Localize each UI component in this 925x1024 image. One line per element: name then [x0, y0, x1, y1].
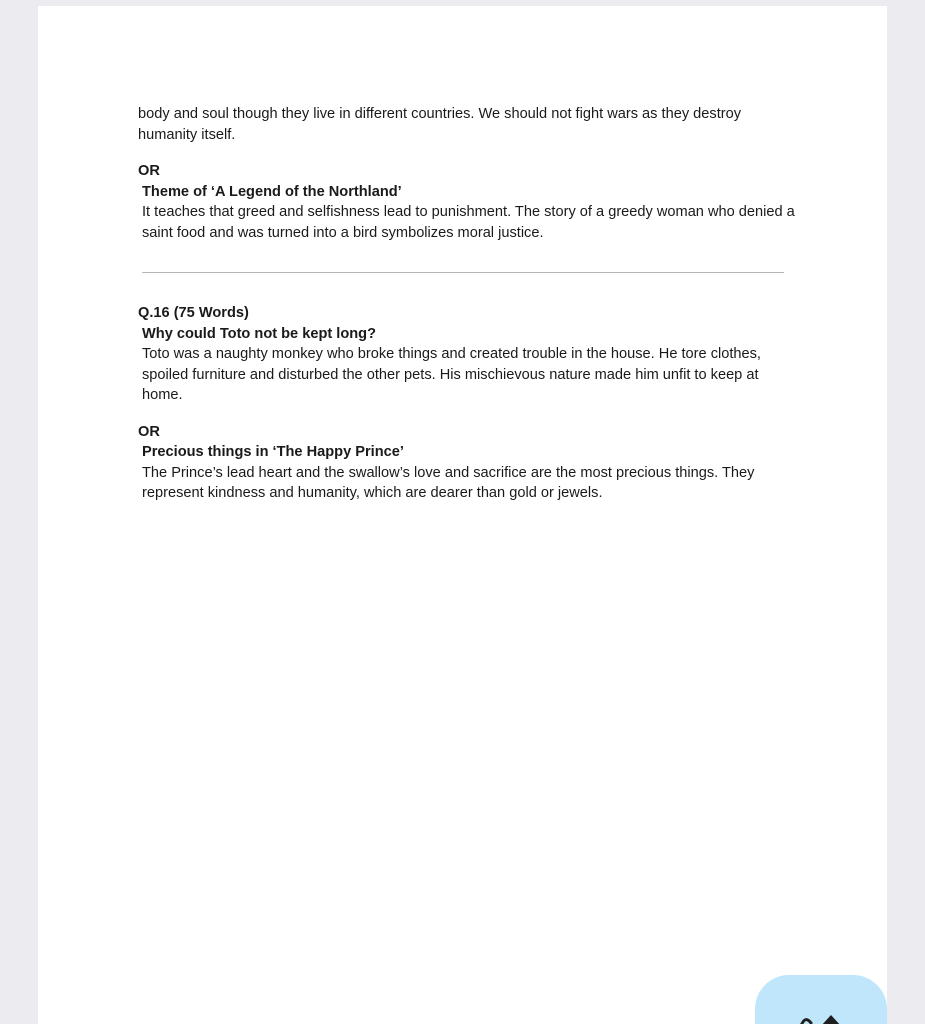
document-page — [38, 6, 887, 1024]
question-heading: Why could Toto not be kept long? — [142, 325, 377, 342]
horizontal-divider — [142, 272, 784, 273]
or-label: OR — [138, 163, 160, 179]
section-heading: Precious things in ‘The Happy Prince’ — [142, 444, 404, 460]
page-content — [138, 104, 798, 504]
question-number: Q.16 (75 Words) — [138, 305, 249, 321]
paragraph-answer: The Prince’s lead heart and the swallow’s love and sacrifice are the most precious things. They represent kindness and humanity, which are dearer than gold or jewels. — [142, 464, 755, 501]
floating-action-button[interactable] — [755, 975, 887, 1024]
paragraph-answer: Toto was a naughty monkey who broke things and created trouble in the house. He tore clothes, spoiled furniture and disturbed the other pets. His mischievous nature made him unfit to keep at home. — [142, 346, 761, 403]
paragraph-answer: It teaches that greed and selfishness lead to punishment. The story of a greedy woman who denied a saint food and was turned into a bird symbolizes moral justice. — [142, 204, 795, 241]
section-heading: Theme of ‘A Legend of the Northland’ — [142, 183, 402, 200]
or-label: OR — [138, 423, 160, 440]
edit-icon — [795, 1013, 845, 1024]
paragraph-continuation: body and soul though they live in different countries. We should not fight wars as they destroy humanity itself. — [138, 106, 742, 143]
